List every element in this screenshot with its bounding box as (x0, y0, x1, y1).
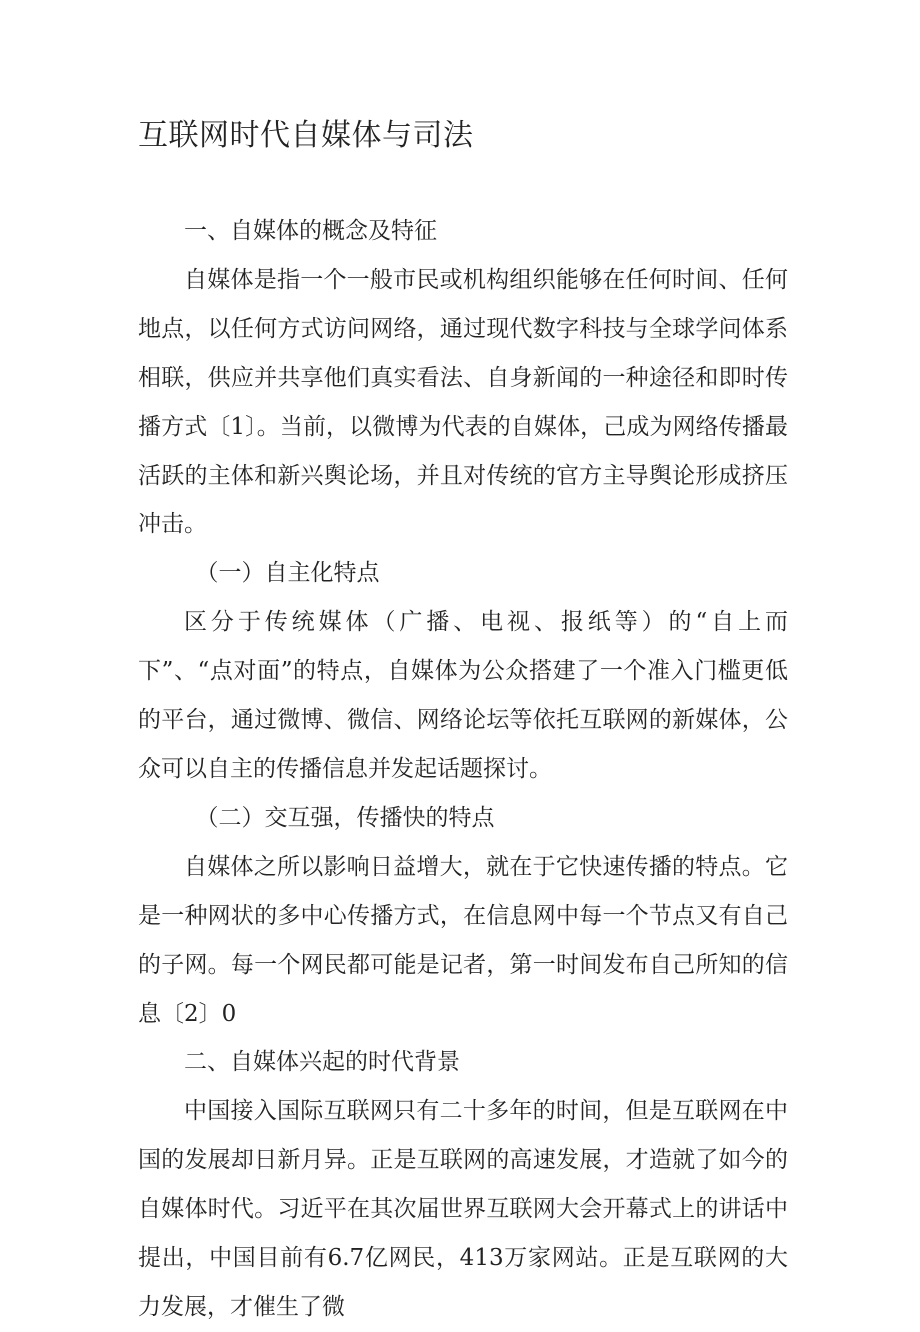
paragraph-autonomy: 区分于传统媒体（广播、电视、报纸等）的“自上而下”、“点对面”的特点，自媒体为公众搭建了一个准入门槛更低的平台，通过微博、微信、网络论坛等依托互联网的新媒体，公众可以自主的传播信息并发起话题探讨。 (138, 609, 788, 782)
subsection-heading-1: （一）自主化特点 (195, 560, 380, 587)
document-title: 互联网时代自媒体与司法 (138, 118, 474, 153)
section-heading-2: 二、自媒体兴起的时代背景 (184, 1049, 460, 1076)
subsection-heading-2: （二）交互强，传播快的特点 (195, 804, 495, 831)
paragraph-interaction: 自媒体之所以影响日益增大，就在于它快速传播的特点。它是一种网状的多中心传播方式，在信息网中每一个节点又有自己的子网。每一个网民都可能是记者，第一时间发布自己所知的信息〔2〕0 (138, 853, 788, 1027)
document-body (138, 207, 788, 1332)
paragraph-background: 中国接入国际互联网只有二十多年的时间，但是互联网在中国的发展却日新月异。正是互联网的高速发展，才造就了如今的自媒体时代。习近平在其次届世界互联网大会开幕式上的讲话中提出，中国目前有6.7亿网民，413万家网站。正是互联网的大力发展，才催生了微 (138, 1098, 788, 1320)
section-heading-1: 一、自媒体的概念及特征 (184, 218, 437, 244)
paragraph-definition: 自媒体是指一个一般市民或机构组织能够在任何时间、任何地点，以任何方式访问网络，通过现代数字科技与全球学问体系相联，供应并共享他们真实看法、自身新闻的一种途径和即时传播方式〔1〕。当前，以微博为代表的自媒体，己成为网络传播最活跃的主体和新兴舆论场，并且对传统的官方主导舆论形成挤压冲击。 (138, 266, 788, 538)
